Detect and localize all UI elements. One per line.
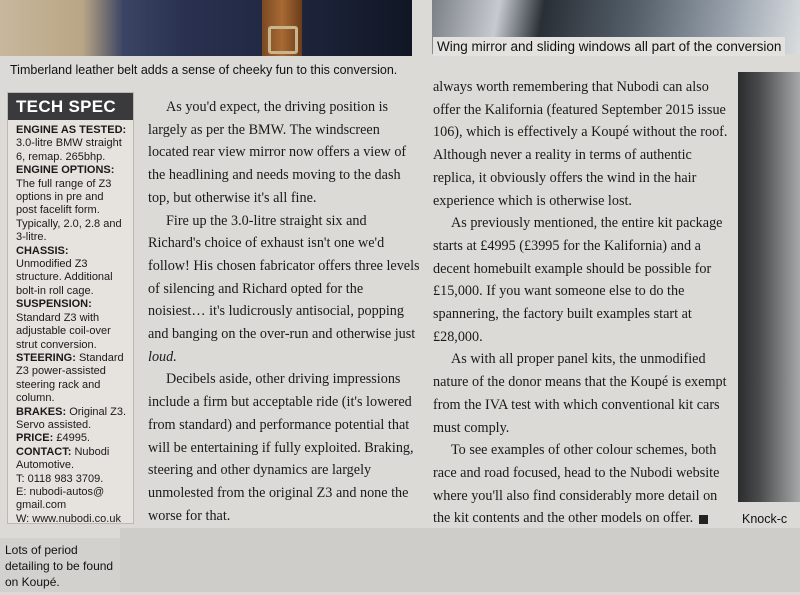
- spec-label: SUSPENSION:: [16, 298, 92, 311]
- spec-label: ENGINE AS TESTED:: [16, 124, 127, 136]
- spec-value: Standard Z3 power-assisted steering rack and column.: [16, 351, 124, 405]
- article-column-right: [433, 76, 733, 530]
- spec-value: £4995.: [56, 432, 90, 445]
- end-mark-icon: [699, 515, 708, 524]
- spec-label: CHASSIS:: [16, 244, 69, 257]
- spec-entry: [16, 432, 127, 445]
- spec-value: Original Z3. Servo assisted.: [16, 405, 127, 431]
- spec-value: Nubodi Automotive.: [16, 445, 110, 472]
- tech-spec-title: TECH SPEC: [8, 93, 133, 120]
- caption-knock: Knock-c: [742, 512, 788, 526]
- spec-label: ENGINE OPTIONS:: [16, 164, 115, 177]
- paragraph: As with all proper panel kits, the unmodified nature of the donor means that the Koupé is exempt from the IVA test with which conventional kit cars must comply.: [433, 351, 727, 436]
- spec-entry: [16, 406, 127, 433]
- spec-entry: [16, 245, 127, 299]
- spec-entry: [16, 513, 127, 526]
- spec-value: W: www.nubodi.co.uk: [16, 512, 121, 525]
- tech-spec-box: [7, 92, 134, 524]
- spec-entry: [16, 124, 127, 164]
- caption-mirror: Wing mirror and sliding windows all part of the conversion: [433, 37, 785, 56]
- paragraph: As previously mentioned, the entire kit package starts at £4995 (£3995 for the Kalifornia) and a decent homebuilt example should be possible for £15,000. If you want someone else to do the spannering, the factory built examples start at £28,000.: [433, 215, 723, 345]
- paragraph: [433, 439, 733, 530]
- spec-label: PRICE:: [16, 432, 54, 445]
- spec-value: The full range of Z3 options in pre and post facelift form. Typically, 2.0, 2.8 and 3-litre.: [16, 177, 122, 244]
- spec-entry: [16, 352, 127, 406]
- paragraph-text: Fire up the 3.0-litre straight six and Richard's choice of exhaust isn't one we'd follow! His chosen fabricator offers three levels of silencing and Richard opted for the noisiest… it's ludicrously antisocial, popping and banging on the over-run and otherwise just: [148, 212, 420, 343]
- spec-value: Unmodified Z3 structure. Additional bolt-in roll cage.: [16, 258, 113, 297]
- spec-entry: [16, 298, 127, 352]
- belt-photo: [0, 0, 412, 56]
- spec-entry: [16, 446, 127, 473]
- spec-entry: [16, 164, 127, 244]
- spec-label: BRAKES:: [16, 405, 67, 418]
- paragraph: Decibels aside, other driving impressions include a firm but acceptable ride (it's lowered from standard) and performance potential that will be entertaining if fully exploited. Braking, steering and other dynamics are largely unmolested from the original Z3 and none the worse for that.: [148, 371, 414, 524]
- emphasis-loud: loud.: [148, 348, 177, 365]
- caption-koupe: Lots of period detailing to be found on Koupé.: [0, 538, 120, 592]
- paragraph: As you'd expect, the driving position is largely as per the BMW. The windscreen located rear view mirror now offers a view of the headlining and needs moving to the dash top, but otherwise it's all fine.: [148, 99, 407, 206]
- bottom-photo-strip: [120, 528, 800, 592]
- article-column-middle: [148, 96, 423, 595]
- tech-spec-list: [8, 120, 133, 526]
- paragraph-text: To see examples of other colour schemes, both race and road focused, head to the Nubodi website where you'll also find considerably more detail on the kit contents and the other models on offer.: [433, 442, 720, 527]
- spec-label: STEERING:: [16, 351, 76, 364]
- spec-value: E: nubodi-autos@ gmail.com: [16, 485, 105, 512]
- spec-label: CONTACT:: [16, 445, 72, 458]
- spec-value: T: 0118 983 3709.: [16, 472, 104, 485]
- caption-belt: Timberland leather belt adds a sense of cheeky fun to this conversion.: [10, 63, 398, 77]
- belt-buckle: [268, 26, 298, 54]
- spec-value: 3.0-litre BMW straight 6, remap. 265bhp.: [16, 137, 122, 163]
- spec-entry: [16, 486, 127, 513]
- spec-entry: [16, 473, 127, 486]
- paragraph: always worth remembering that Nubodi can also offer the Kalifornia (featured September 2015 issue 106), which is effectively a Koupé without the roof. Although never a reality in terms of authentic replica, it obviously offers the wind in the hair experience which is otherwise lost.: [433, 79, 728, 209]
- paragraph: [148, 210, 423, 369]
- spec-value: Standard Z3 with adjustable coil-over strut conversion.: [16, 311, 111, 351]
- car-side-photo: [738, 72, 800, 502]
